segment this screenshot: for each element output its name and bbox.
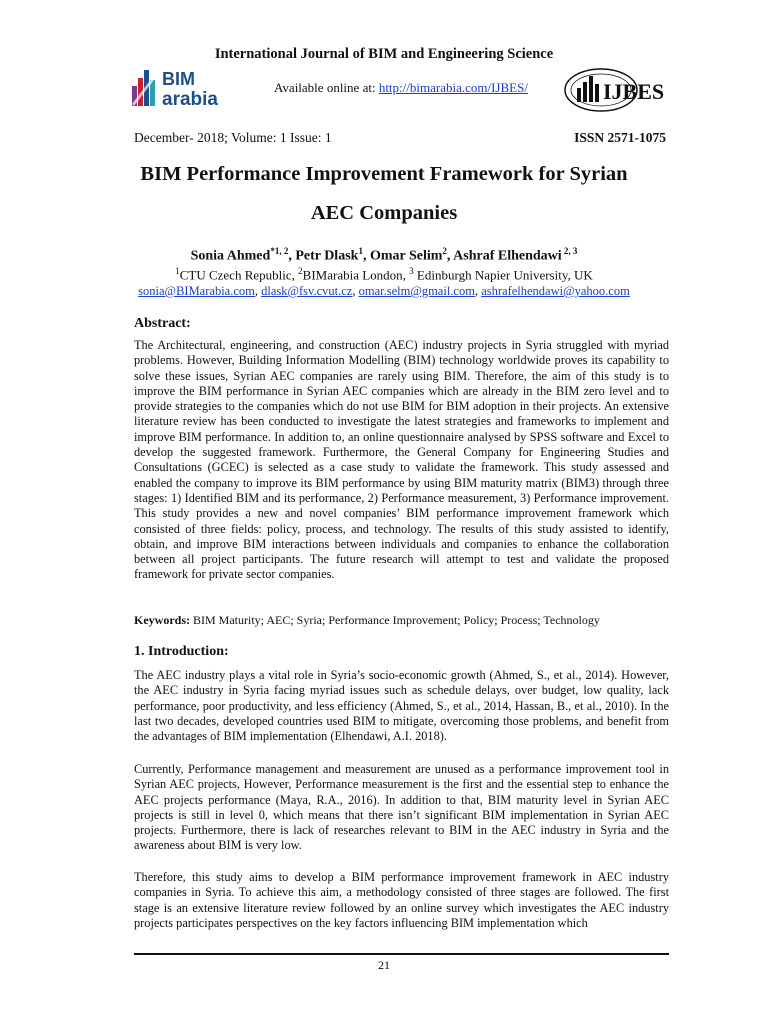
author-name: Omar Selim: [369, 248, 443, 264]
author-affiliation-mark: 2, 3: [561, 246, 578, 256]
bimarabia-logo: [130, 64, 240, 112]
available-online-line: [274, 80, 528, 96]
author-name: Sonia Ahmed: [190, 248, 271, 264]
keywords: [134, 613, 600, 628]
affiliation-mark: 2: [298, 266, 303, 276]
introduction-heading: 1. Introduction:: [134, 644, 229, 659]
author-separator: ,: [362, 248, 370, 264]
email-link[interactable]: sonia@BIMarabia.com: [138, 284, 255, 298]
svg-text:BIM: BIM: [162, 69, 195, 89]
affiliation-text: CTU Czech Republic,: [179, 267, 299, 283]
author-affiliation-mark: 1: [358, 246, 363, 256]
abstract-text: The Architectural, engineering, and construction (AEC) industry projects in Syria struggled with myriad problems. However, Building Information Modelling (BIM) technology worldwide proves its capability to solve these issues, Syrian AEC companies are rarely using BIM. Therefore, the aim of this study is to improve the BIM performance in Syrian AEC companies which are already in the BIM zero level and to provide strategies to the companies which do not use BIM for BIM adoption in their projects. An extensive literature review has been conducted to investigate the latest strategies and frameworks to implement and improve BIM performance. In addition to, an online questionnaire analysed by SPSS software and Excel to develop the suggested framework. Furthermore, the General Company for Engineering Studies and Consultations (GCEC) is selected as a case study to validate the framework. This study assessed and enabled the company to improve its BIM performance by using BIM maturity matrix (BIM3) through three stages: 1) Identified BIM and its performance, 2) Performance measurement, 3) Performance improvement. This study provides a new and novel companies’ BIM performance improvement framework which consisted of three fields: policy, process, and technology. The results of this study assisted to identify, obtain, and improve BIM interactions between individuals and companies to enhance the collaboration between all project participants. The future research will attempt to test and validate the proposed framework for private sector companies.: [134, 338, 669, 582]
intro-paragraph-1: The AEC industry plays a vital role in Syria’s socio-economic growth (Ahmed, S., et al., 2014). However, the AEC industry in Syria facing myriad issues such as schedule delays, over budget, low quality, lack performance, poor productivity, and less efficiency (Ahmed, S., et al., 2014, Hassan, B., et al., 2010). In the last two decades, developed countries used BIM to mitigate, overcoming those problems, and benefit from the advantages of BIM implementation (Elhendawi, A.I. 2018).: [134, 668, 669, 744]
abstract-heading: Abstract:: [134, 316, 191, 331]
journal-title: International Journal of BIM and Engineering Science: [214, 46, 554, 62]
intro-paragraph-2: Currently, Performance management and measurement are unused as a performance improvement tool in Syrian AEC projects, However, Performance measurement is the first and the essential step to enhance the AEC projects performance (Maya, R.A., 2016). In addition to that, BIM maturity level in Syrian AEC projects is still in level 0, which means that there isn’t significant BIM implementation in Syrian AEC projects. Furthermore, there is lack of researches relevant to BIM in the AEC industry in Syria and the awareness about BIM is very low.: [134, 762, 669, 853]
author-emails: sonia@BIMarabia.com, dlask@fsv.cvut.cz, omar.selm@gmail.com, ashrafelhendawi@yahoo.com: [138, 284, 630, 298]
ijbes-logo-icon: [563, 64, 668, 114]
affiliation-text: BIMarabia London,: [302, 267, 410, 283]
page-number: 21: [378, 958, 390, 972]
affiliations: [0, 266, 768, 283]
author-name: Ashraf Elhendawi: [453, 248, 562, 264]
issn: ISSN 2571-1075: [574, 130, 666, 145]
email-link[interactable]: omar.selm@gmail.com: [358, 284, 475, 298]
journal-url-link[interactable]: http://bimarabia.com/IJBES/: [378, 80, 528, 95]
author-affiliation-mark: *1, 2: [270, 246, 289, 256]
keywords-label: Keywords:: [134, 613, 190, 627]
svg-text:arabia: arabia: [162, 89, 218, 110]
email-link[interactable]: ashrafelhendawi@yahoo.com: [481, 284, 630, 298]
svg-text:IJBES: IJBES: [603, 79, 665, 104]
paper-title-line-2: AEC Companies: [310, 202, 458, 224]
author-name: Petr Dlask: [295, 248, 359, 264]
intro-paragraph-3: Therefore, this study aims to develop a BIM performance improvement framework in AEC industry companies in Syria. To achieve this aim, a methodology consisted of three stages are followed. The first stage is an extensive literature review followed by an online survey which investigates the AEC industry projects participates perspectives on the key factors influencing BIM implementation which: [134, 870, 669, 930]
affiliation-mark: 3: [409, 266, 414, 276]
bimarabia-logo-icon: [130, 64, 240, 112]
affiliation-mark: 1: [175, 266, 180, 276]
author-list: [0, 246, 768, 265]
author-separator: ,: [288, 248, 296, 264]
issue-line: December- 2018; Volume: 1 Issue: 1: [134, 130, 332, 145]
ijbes-logo: [563, 64, 668, 114]
affiliation-text: Edinburgh Napier University, UK: [413, 267, 593, 283]
paper-title-line-1: BIM Performance Improvement Framework for Syrian: [140, 163, 628, 185]
email-link[interactable]: dlask@fsv.cvut.cz: [261, 284, 353, 298]
author-affiliation-mark: 2: [442, 246, 447, 256]
available-label: Available online at:: [274, 80, 379, 95]
footer-rule: [134, 953, 669, 955]
keywords-text: BIM Maturity; AEC; Syria; Performance Improvement; Policy; Process; Technology: [190, 613, 600, 627]
author-separator: ,: [446, 248, 454, 264]
